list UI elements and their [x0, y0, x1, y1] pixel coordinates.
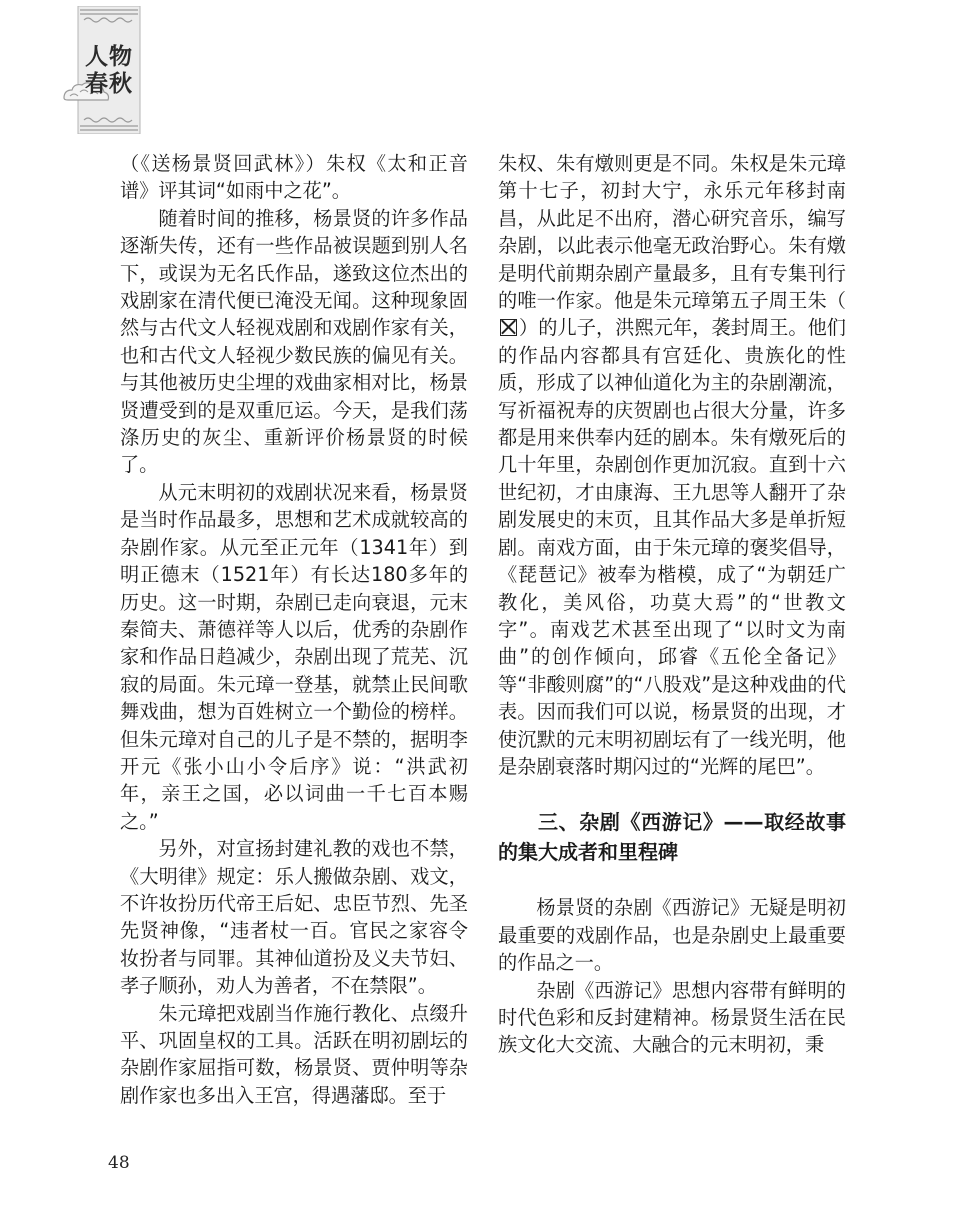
missing-character-box-icon	[500, 319, 517, 336]
paragraph	[498, 150, 846, 780]
paragraph: 杂剧《西游记》思想内容带有鲜明的时代色彩和反封建精神。杨景贤生活在民族文化大交流、大融合的元末明初，秉	[498, 978, 846, 1057]
page-number: 48	[108, 1153, 130, 1173]
paragraph-text: 朱权、朱有燉则更是不同。朱权是朱元璋第十七子，初封大宁，永乐元年移封南昌，从此足不出府，潜心研究音乐，编写杂剧，以此表示他毫无政治野心。朱有燉是明代前期杂剧产量最多，且有专集刊行的唯一作家。他是朱元璋第五子周王朱（	[498, 152, 846, 313]
paragraph: 杨景贤的杂剧《西游记》无疑是明初最重要的戏剧作品，也是杂剧史上最重要的作品之一。	[498, 896, 846, 975]
banner-title-line-1: 人物	[85, 44, 133, 70]
right-text-column	[498, 150, 846, 1059]
paragraph: （《送杨景贤回武林》）朱权《太和正音谱》评其词“如雨中之花”。	[120, 152, 468, 203]
banner-title-line-2: 春秋	[85, 71, 133, 97]
paragraph: 从元末明初的戏剧状况来看，杨景贤是当时作品最多，思想和艺术成就较高的杂剧作家。从元至正元年（1341年）到明正德末（1521年）有长达180多年的历史。这一时期，杂剧已走向衰退，元末秦简夫、萧德祥等人以后，优秀的杂剧作家和作品日趋减少，杂剧出现了荒芜、沉寂的局面。朱元璋一登基，就禁止民间歌舞戏曲，想为百姓树立一个勤俭的榜样。但朱元璋对自己的儿子是不禁的，据明李开元《张小山小令后序》说：“洪武初年，亲王之国，必以词曲一千七百本赐之。”	[120, 480, 468, 833]
section-heading: 三、杂剧《西游记》——取经故事的集大成者和里程碑	[498, 810, 846, 865]
paragraph: 另外，对宣扬封建礼教的戏也不禁，《大明律》规定：乐人搬做杂剧、戏文，不许妆扮历代帝王后妃、忠臣节烈、先圣先贤神像，“违者杖一百。官民之家容令妆扮者与同罪。其神仙道扮及义夫节妇、孝子顺孙，劝人为善者，不在禁限”。	[120, 837, 468, 998]
section-banner-title	[84, 44, 134, 98]
left-text-column	[120, 150, 468, 1109]
paragraph: 随着时间的推移，杨景贤的许多作品逐渐失传，还有一些作品被误题到别人名下，或误为无名氏作品，遂致这位杰出的戏剧家在清代便已淹没无闻。这种现象固然与古代文人轻视戏剧和戏剧作家有关，也和古代文人轻视少数民族的偏见有关。与其他被历史尘埋的戏曲家相对比，杨景贤遭受到的是双重厄运。今天，是我们荡涤历史的灰尘、重新评价杨景贤的时候了。	[120, 206, 468, 477]
paragraph: 朱元璋把戏剧当作施行教化、点缀升平、巩固皇权的工具。活跃在明初剧坛的杂剧作家屈指可数，杨景贤、贾仲明等杂剧作家也多出入王宫，得遇藩邸。至于	[120, 1001, 468, 1107]
paragraph-text: ）的儿子，洪熙元年，袭封周王。他们的作品内容都具有宫廷化、贵族化的性质，形成了以神仙道化为主的杂剧潮流，写祈福祝寿的庆贺剧也占很大分量，许多都是用来供奉内廷的剧本。朱有燉死后的几十年里，杂剧创作更加沉寂。直到十六世纪初，才由康海、王九思等人翻开了杂剧发展史的末页，且其作品大多是单折短剧。南戏方面，由于朱元璋的褒奖倡导，《琵琶记》被奉为楷模，成了“为朝廷广教化，美风俗，功莫大焉”的“世教文字”。南戏艺术甚至出现了“以时文为南曲”的创作倾向，邱睿《五伦全备记》等“非酸则腐”的“八股戏”是这种戏曲的代表。因而我们可以说，杨景贤的出现，才使沉默的元末明初剧坛有了一线光明，他是杂剧衰落时期闪过的“光辉的尾巴”。	[498, 316, 846, 778]
